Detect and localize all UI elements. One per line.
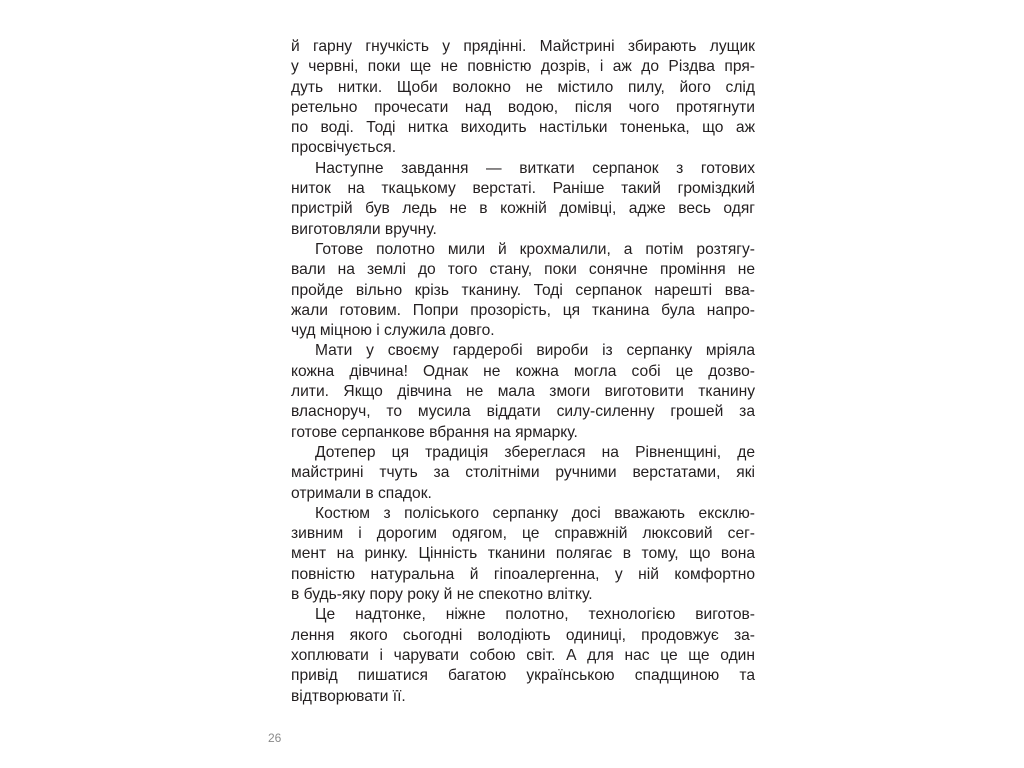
page-number: 26 [268, 731, 282, 745]
text-line: у червні, поки ще не повністю дозрів, і аж до Різдва пря- [291, 58, 755, 76]
body-text [291, 37, 755, 707]
text-line: Це надтонке, ніжне полотно, технологією виготов- [315, 606, 755, 624]
text-line: хоплювати і чарувати собою світ. А для нас це ще один [291, 646, 755, 664]
text-line: Костюм з поліського серпанку досі вважають ексклю- [315, 504, 755, 522]
text-line: ниток на ткацькому верстаті. Раніше такий громіздкий [291, 180, 755, 198]
text-line: привід пишатися багатою українською спадщиною та [291, 667, 755, 685]
text-line: ретельно прочесати над водою, після чого протягнути [291, 98, 755, 116]
text-line: готове серпанкове вбрання на ярмарку. [291, 423, 578, 441]
text-line: мент на ринку. Цінність тканини полягає в тому, що вона [291, 545, 755, 563]
text-line: пристрій був ледь не в кожній домівці, адже весь одяг [291, 200, 755, 218]
text-line: отримали в спадок. [291, 484, 432, 502]
text-line: виготовляли вручну. [291, 220, 437, 238]
text-line: дуть нитки. Щоби волокно не містило пилу, його слід [291, 78, 755, 96]
text-line: власноруч, то мусила віддати силу-силенну грошей за [291, 403, 755, 421]
text-line: по воді. Тоді нитка виходить настільки тоненька, що аж [291, 119, 755, 137]
text-line: Мати у своєму гардеробі вироби із серпанку мріяла [315, 342, 755, 360]
text-line: відтворювати її. [291, 687, 406, 705]
text-line: й гарну гнучкість у прядінні. Майстрині збирають лущик [291, 38, 755, 55]
text-line: Дотепер ця традиція збереглася на Рівненщині, де [315, 443, 755, 461]
text-line: пройде вільно крізь тканину. Тоді серпанок нарешті вва- [291, 281, 755, 299]
text-line: майстрині тчуть за столітніми ручними верстатами, які [291, 464, 755, 482]
text-line: вали на землі до того стану, поки сонячне проміння не [291, 261, 755, 279]
text-line: жали готовим. Попри прозорість, ця тканина була напро- [291, 301, 755, 319]
text-line: повністю натуральна й гіпоалергенна, у ній комфортно [291, 565, 755, 583]
text-line: чуд міцною і служила довго. [291, 322, 495, 340]
text-line: Готове полотно мили й крохмалили, а потім розтягу- [315, 240, 755, 258]
text-line: в будь-яку пору року й не спекотно влітку. [291, 586, 593, 604]
text-line: лити. Якщо дівчина не мала змоги виготовити тканину [291, 383, 755, 401]
text-line: Наступне завдання — виткати серпанок з готових [315, 159, 755, 177]
text-line: кожна дівчина! Однак не кожна могла собі це дозво- [291, 362, 755, 380]
text-line: зивним і дорогим одягом, це справжній люксовий сег- [291, 525, 755, 543]
text-line: просвічується. [291, 139, 397, 157]
text-line: лення якого сьогодні володіють одиниці, продовжує за- [291, 626, 755, 644]
